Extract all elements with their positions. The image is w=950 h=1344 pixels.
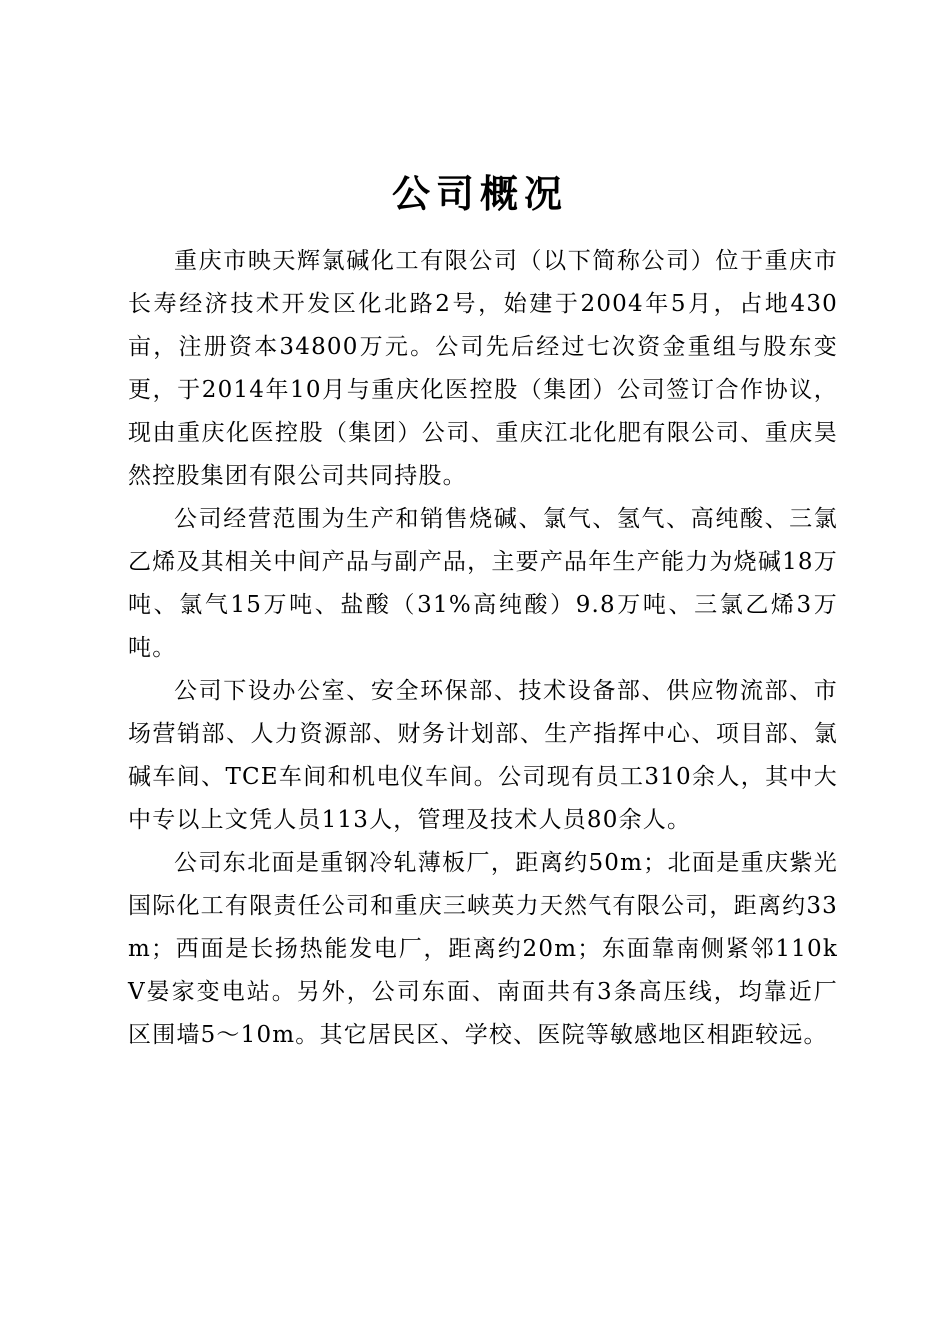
paragraph-location-history: 重庆市映天辉氯碱化工有限公司（以下简称公司）位于重庆市长寿经济技术开发区化北路2号，始建于2004年5月，占地430亩，注册资本34800万元。公司先后经过七次资金重组与股东变更，于2014年10月与重庆化医控股（集团）公司签订合作协议，现由重庆化医控股（集团）公司、重庆江北化肥有限公司、重庆昊然控股集团有限公司共同持股。 (128, 248, 838, 489)
document-title: 公司概况 (391, 171, 568, 216)
paragraph-organization: 公司下设办公室、安全环保部、技术设备部、供应物流部、市场营销部、人力资源部、财务计划部、生产指挥中心、项目部、氯碱车间、TCE车间和机电仪车间。公司现有员工310余人，其中大中专以上文凭人员113人，管理及技术人员80余人。 (128, 678, 838, 833)
paragraph-business-scope: 公司经营范围为生产和销售烧碱、氯气、氢气、高纯酸、三氯乙烯及其相关中间产品与副产品，主要产品年生产能力为烧碱18万吨、氯气15万吨、盐酸（31%高纯酸）9.8万吨、三氯乙烯3万吨。 (128, 506, 838, 661)
paragraph-surroundings: 公司东北面是重钢冷轧薄板厂，距离约50m；北面是重庆紫光国际化工有限责任公司和重庆三峡英力天然气有限公司，距离约33m；西面是长扬热能发电厂，距离约20m；东面靠南侧紧邻110kV晏家变电站。另外，公司东面、南面共有3条高压线，均靠近厂区围墙5～10m。其它居民区、学校、医院等敏感地区相距较远。 (128, 850, 838, 1048)
document-body (128, 240, 838, 1057)
